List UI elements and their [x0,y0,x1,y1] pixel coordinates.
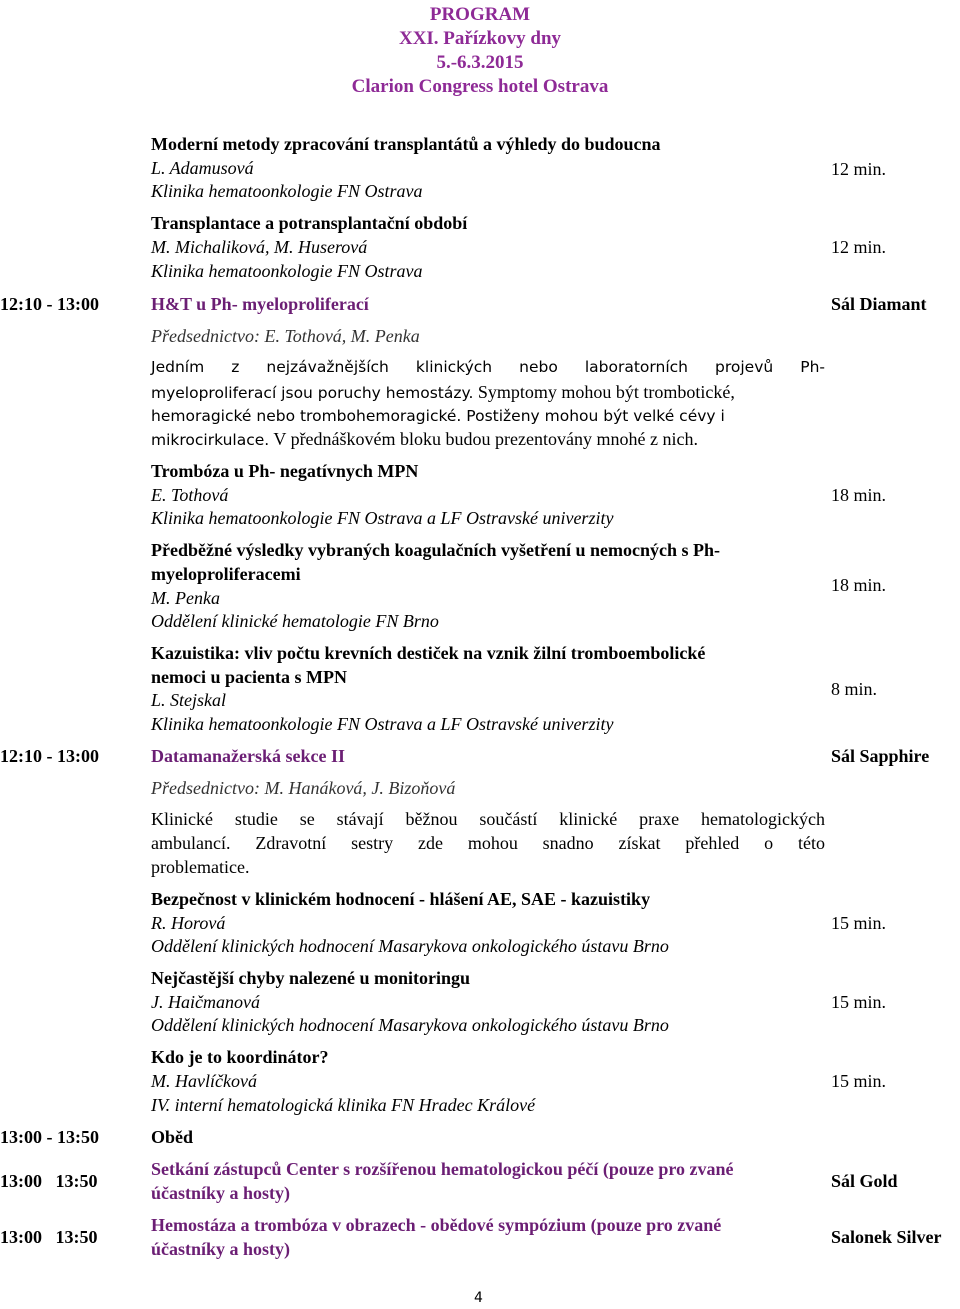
talk-duration: 12 min. [831,237,887,257]
intro-text: myeloproliferací jsou poruchy hemostázy. [151,384,474,402]
header-line-3: 5.-6.3.2015 [436,52,524,73]
meeting-room: Sál Gold [831,1171,898,1191]
session-intro-line: Klinické studie se stávají běžnou součástí klinické praxe hematologických [151,809,825,829]
intro-text: Postiženy mohou být velké cévy i [461,407,725,425]
header-line-1: PROGRAM [429,4,531,25]
talk-title: Trombóza u Ph- negatívnych MPN [151,461,419,481]
talk-institution: Oddělení klinických hodnocení Masarykova onkologického ústavu Brno [151,936,669,956]
session-intro-line [151,429,698,450]
lunch-time: 13:00 - 13:50 [0,1127,99,1147]
talk-duration: 12 min. [831,159,887,179]
talk-authors: M. Havlíčková [151,1071,257,1091]
header-line-2: XXI. Pařízkovy dny [398,28,562,49]
talk-title: Kdo je to koordinátor? [151,1047,329,1067]
page-number: 4 [474,1290,483,1306]
talk-title: nemoci u pacienta s MPN [151,667,347,687]
session-time: 12:10 - 13:00 [0,294,99,314]
meeting-title: Hemostáza a trombóza v obrazech - obědové sympózium (pouze pro zvané [151,1215,722,1235]
talk-institution: Klinika hematoonkologie FN Ostrava [151,261,423,281]
session-intro-line [151,405,725,426]
talk-institution: IV. interní hematologická klinika FN Hradec Králové [151,1095,536,1115]
talk-duration: 8 min. [831,679,878,699]
intro-text: V přednáškovém bloku budou prezentovány mnohé z nich. [269,429,698,449]
talk-duration: 18 min. [831,575,887,595]
talk-duration: 15 min. [831,1071,887,1091]
talk-authors: M. Michaliková, M. Huserová [151,237,368,257]
talk-duration: 18 min. [831,485,887,505]
talk-title: Nejčastější chyby nalezené u monitoringu [151,968,470,988]
intro-text: Jedním z nejzávažnějších klinických nebo laboratorních projevů Ph- [151,358,825,376]
talk-title: myeloproliferacemi [151,564,301,584]
talk-institution: Oddělení klinických hodnocení Masarykova onkologického ústavu Brno [151,1015,669,1035]
talk-duration: 15 min. [831,992,887,1012]
intro-text: mikrocirkulace. [151,431,270,449]
talk-duration: 15 min. [831,913,887,933]
talk-title: Předběžné výsledky vybraných koagulačních vyšetření u nemocných s Ph- [151,540,721,560]
meeting-title: účastníky a hosty) [151,1183,291,1203]
header-line-4: Clarion Congress hotel Ostrava [351,76,609,97]
talk-title: Transplantace a potransplantační období [151,213,468,233]
talk-institution: Klinika hematoonkologie FN Ostrava a LF Ostravské univerzity [151,714,614,734]
talk-authors: J. Haičmanová [151,992,260,1012]
meeting-room: Salonek Silver [831,1227,942,1247]
program-header [0,3,960,99]
talk-authors: L. Stejskal [151,690,226,710]
session-room: Sál Diamant [831,294,927,314]
talk-authors: M. Penka [151,588,220,608]
meeting-title: účastníky a hosty) [151,1239,291,1259]
talk-institution: Oddělení klinické hematologie FN Brno [151,611,439,631]
meeting-time: 13:00 13:50 [0,1227,98,1247]
session-intro-line: ambulancí. Zdravotní sestry zde mohou snadno získat přehled o této [151,833,825,853]
talk-institution: Klinika hematoonkologie FN Ostrava a LF Ostravské univerzity [151,508,614,528]
meeting-time: 13:00 13:50 [0,1171,98,1191]
talk-authors: L. Adamusová [151,158,254,178]
session-chairs: Předsednictvo: M. Hanáková, J. Bizoňová [151,778,456,798]
intro-text: Symptomy mohou být trombotické, [473,382,735,402]
talk-authors: E. Tothová [151,485,229,505]
session-title: Datamanažerská sekce II [151,746,345,766]
session-room: Sál Sapphire [831,746,930,766]
talk-title: Bezpečnost v klinickém hodnocení - hlášení AE, SAE - kazuistiky [151,889,651,909]
talk-institution: Klinika hematoonkologie FN Ostrava [151,181,423,201]
talk-title: Kazuistika: vliv počtu krevních destiček na vznik žilní tromboembolické [151,643,706,663]
session-title: H&T u Ph- myeloproliferací [151,294,369,314]
session-intro-line: problematice. [151,857,250,877]
session-intro-line [151,358,825,376]
meeting-title: Setkání zástupců Center s rozšířenou hematologickou péčí (pouze pro zvané [151,1159,734,1179]
session-time: 12:10 - 13:00 [0,746,99,766]
talk-authors: R. Horová [151,913,226,933]
talk-title: Moderní metody zpracování transplantátů a výhledy do budoucna [151,134,661,154]
session-intro-line [151,382,735,403]
session-chairs: Předsednictvo: E. Tothová, M. Penka [151,326,420,346]
lunch-title: Oběd [151,1127,194,1147]
intro-text: hemoragické nebo trombohemoragické. [151,407,462,425]
